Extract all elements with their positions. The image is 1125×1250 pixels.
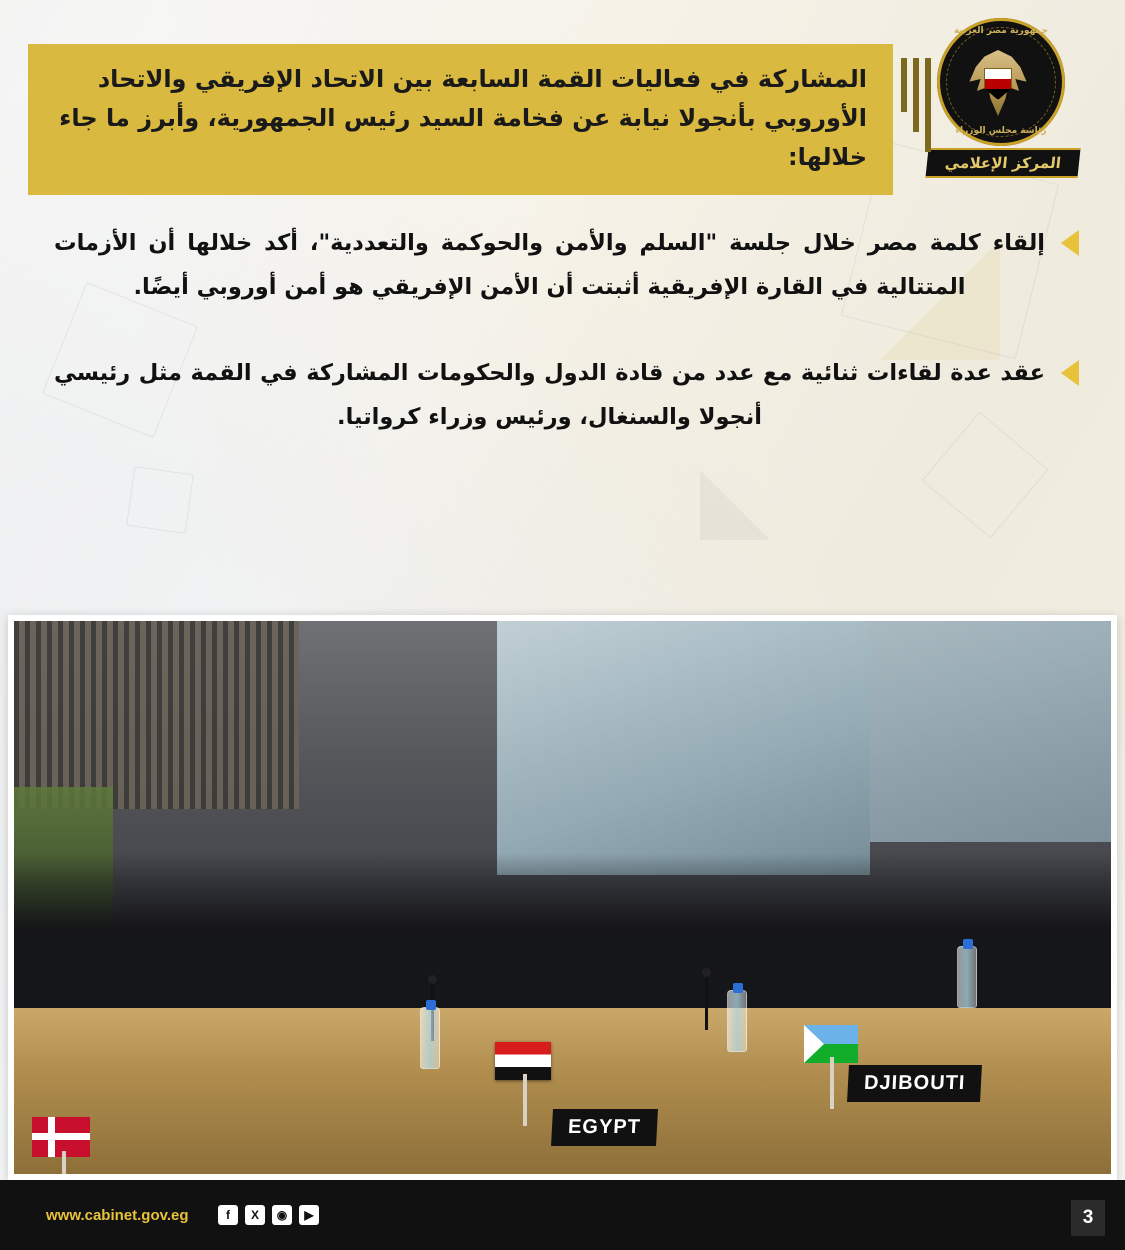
media-center-banner: المركز الإعلامي bbox=[925, 148, 1080, 178]
list-item bbox=[54, 222, 1079, 310]
logo-top-text: جمهورية مصر العربية bbox=[953, 26, 1049, 36]
bullet-text: عقد عدة لقاءات ثنائية مع عدد من قادة الدول والحكومات المشاركة في القمة مثل رئيسي أنجولا والسنغال، ورئيس وزراء كرواتيا. bbox=[54, 359, 1045, 430]
water-bottle bbox=[420, 1007, 440, 1069]
chevron-bullet-icon bbox=[1061, 360, 1079, 386]
egypt-flag bbox=[497, 1042, 551, 1080]
chevron-bullet-icon bbox=[1061, 230, 1079, 256]
logo-bottom-text: رئاسة مجلس الوزراء bbox=[955, 126, 1047, 136]
facebook-icon[interactable]: f bbox=[218, 1205, 238, 1225]
nameplate-egypt: EGYPT bbox=[551, 1109, 658, 1146]
photo-canvas bbox=[14, 621, 1111, 1174]
list-item bbox=[54, 352, 1079, 440]
cabinet-logo bbox=[921, 14, 1091, 184]
microphone-icon bbox=[705, 974, 708, 1030]
summit-photo bbox=[8, 615, 1117, 1180]
nameplate-djibouti: DJIBOUTI bbox=[847, 1065, 982, 1102]
instagram-icon[interactable]: ◉ bbox=[272, 1205, 292, 1225]
denmark-flag bbox=[36, 1117, 90, 1157]
page-title: المشاركة في فعاليات القمة السابعة بين الاتحاد الإفريقي والاتحاد الأوروبي بأنجولا نيابة عن فخامة السيد رئيس الجمهورية، وأبرز ما جاء خلالها: bbox=[59, 65, 867, 171]
website-url[interactable]: www.cabinet.gov.eg bbox=[46, 1206, 189, 1224]
header-title-band bbox=[28, 44, 893, 195]
youtube-icon[interactable]: ▶ bbox=[299, 1205, 319, 1225]
page-number: 3 bbox=[1071, 1200, 1105, 1236]
social-links[interactable] bbox=[218, 1205, 319, 1225]
page-footer bbox=[0, 1180, 1125, 1250]
water-bottle bbox=[727, 990, 747, 1052]
x-twitter-icon[interactable]: X bbox=[245, 1205, 265, 1225]
page-header bbox=[0, 0, 1125, 200]
djibouti-flag bbox=[804, 1025, 858, 1063]
bullet-text: إلقاء كلمة مصر خلال جلسة "السلم والأمن والحوكمة والتعددية"، أكد خلالها أن الأزمات المتتالية في القارة الإفريقية أثبتت أن الأمن الإفريقي هو أمن أوروبي أيضًا. bbox=[54, 230, 1045, 300]
water-bottle bbox=[957, 946, 977, 1008]
bullet-list bbox=[0, 222, 1125, 482]
